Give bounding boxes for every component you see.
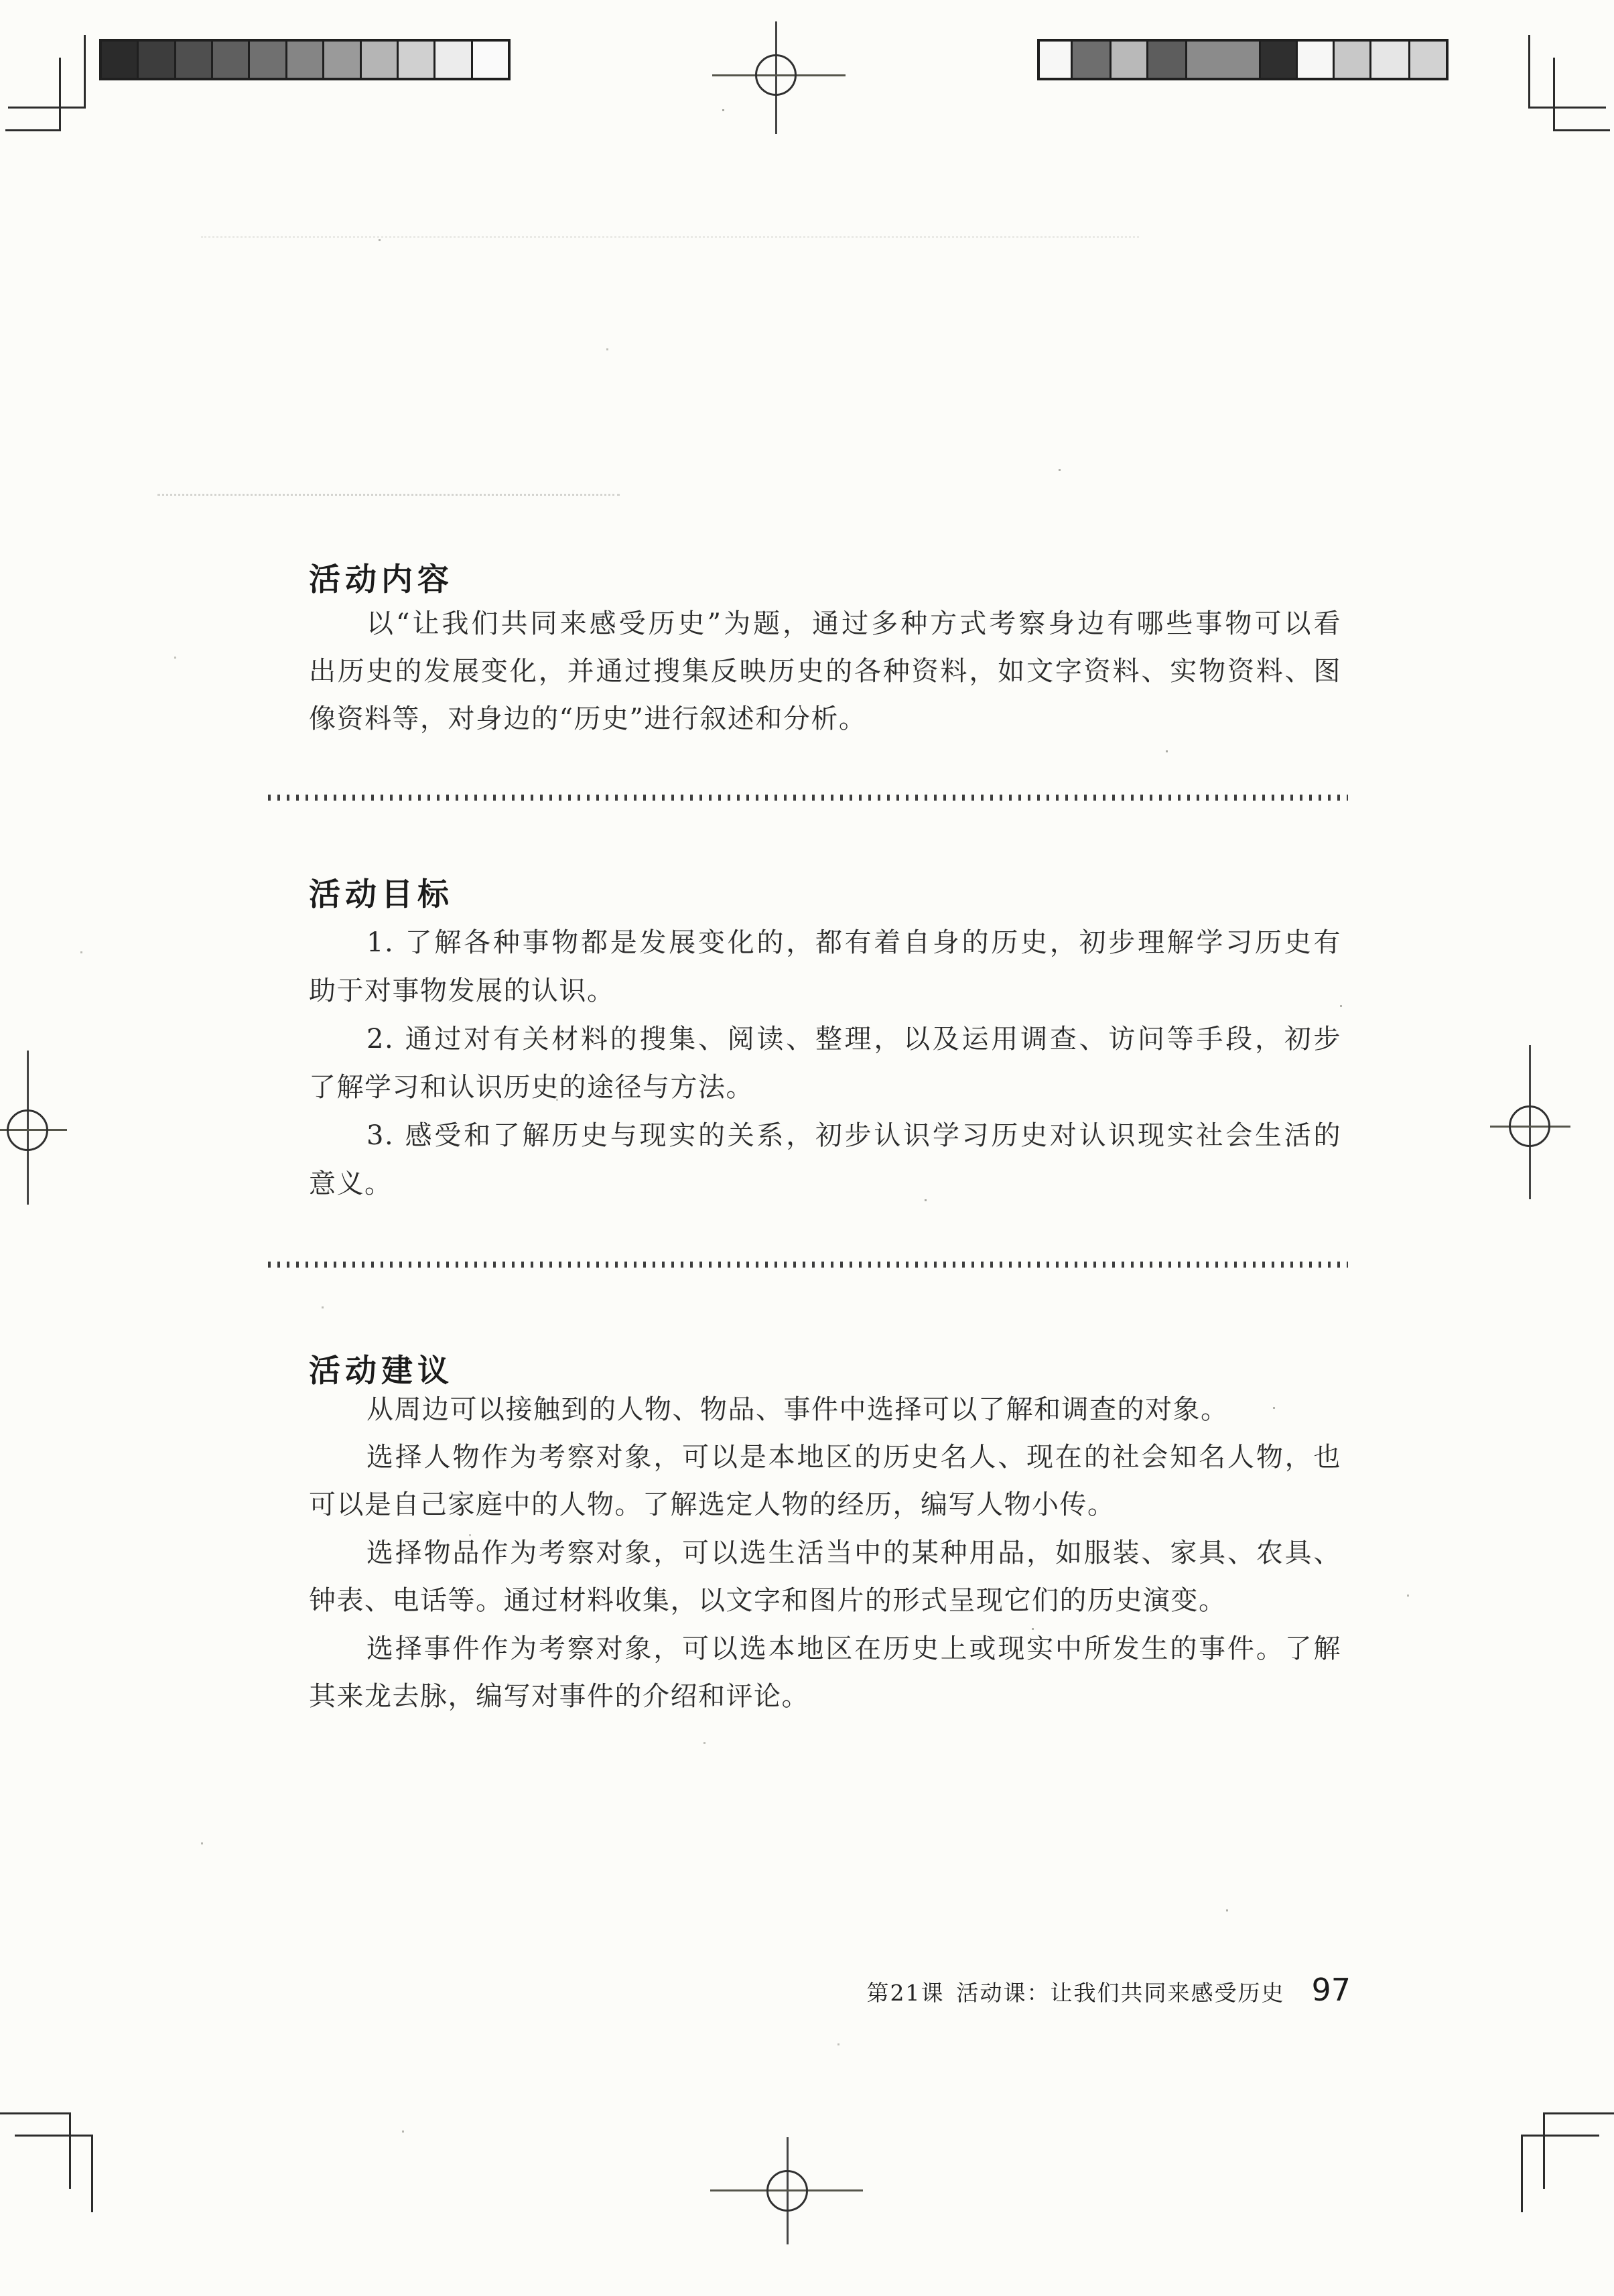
crop-mark-bottom-left-outer-vertical — [69, 2112, 71, 2189]
section-title-activity-suggestions: 活动建议 — [309, 1353, 454, 1390]
calibration-swatch — [139, 42, 176, 78]
dotted-separator — [268, 795, 1348, 801]
crop-mark-bottom-right-inner-vertical — [1521, 2135, 1523, 2212]
tone-calibration-bar — [1037, 39, 1449, 80]
calibration-swatch — [362, 42, 399, 78]
scan-speckles — [0, 0, 2, 2]
crop-mark-top-right-outer-horizontal — [1528, 107, 1606, 109]
crop-mark-bottom-right-outer-vertical — [1543, 2112, 1545, 2189]
calibration-swatch — [1073, 42, 1112, 78]
page-footer — [866, 1972, 1351, 2008]
body-line: 像资料等，对身边的“历史”进行叙述和分析。 — [309, 703, 867, 734]
calibration-swatch — [1040, 42, 1073, 78]
body-line: 其来龙去脉，编写对事件的介绍和评论。 — [309, 1681, 809, 1712]
crop-mark-bottom-right-outer-horizontal — [1543, 2112, 1614, 2114]
body-line: 1. 了解各种事物都是发展变化的，都有着自身的历史，初步理解学习历史有 — [366, 927, 1341, 958]
calibration-swatch — [1261, 42, 1298, 78]
page-number: 97 — [1311, 1972, 1351, 2008]
calibration-swatch — [1148, 42, 1187, 78]
calibration-swatch — [176, 42, 213, 78]
body-line: 以“让我们共同来感受历史”为题，通过多种方式考察身边有哪些事物可以看 — [366, 608, 1341, 639]
crop-mark-top-right-inner-horizontal — [1553, 129, 1610, 131]
scan-smudge — [201, 236, 1139, 238]
body-line: 选择事件作为考察对象，可以选本地区在历史上或现实中所发生的事件。了解 — [366, 1633, 1341, 1664]
registration-crosshair-bottom-circle — [766, 2170, 808, 2212]
crop-mark-bottom-left-outer-horizontal — [0, 2112, 71, 2114]
calibration-swatch — [213, 42, 250, 78]
body-line: 3. 感受和了解历史与现实的关系，初步认识学习历史对认识现实社会生活的 — [366, 1120, 1341, 1151]
crop-mark-top-right-outer-vertical — [1528, 35, 1530, 109]
registration-crosshair-left-circle — [7, 1109, 48, 1151]
calibration-swatch — [1410, 42, 1446, 78]
body-line: 意义。 — [309, 1168, 393, 1199]
calibration-swatch — [287, 42, 324, 78]
calibration-swatch — [435, 42, 472, 78]
body-line: 助于对事物发展的认识。 — [309, 975, 615, 1006]
footer-chapter-label: 第21课 — [866, 1980, 945, 2006]
calibration-swatch — [1335, 42, 1371, 78]
calibration-swatch — [1298, 42, 1335, 78]
registration-crosshair-top-circle — [755, 54, 797, 96]
body-line: 从周边可以接触到的人物、物品、事件中选择可以了解和调查的对象。 — [366, 1394, 1229, 1425]
crop-mark-top-left-inner-vertical — [59, 58, 61, 131]
crop-mark-bottom-right-inner-horizontal — [1521, 2135, 1599, 2137]
calibration-swatch — [102, 42, 139, 78]
crop-mark-top-right-inner-vertical — [1553, 58, 1555, 131]
body-line: 钟表、电话等。通过材料收集，以文字和图片的形式呈现它们的历史演变。 — [309, 1585, 1227, 1616]
crop-mark-top-left-outer-vertical — [84, 35, 86, 109]
body-line: 出历史的发展变化，并通过搜集反映历史的各种资料，如文字资料、实物资料、图 — [309, 656, 1341, 687]
body-line: 选择物品作为考察对象，可以选生活当中的某种用品，如服装、家具、农具、 — [366, 1538, 1341, 1568]
crop-mark-top-left-inner-horizontal — [5, 129, 61, 131]
footer-lesson-title: 活动课：让我们共同来感受历史 — [956, 1980, 1285, 2006]
grayscale-calibration-bar — [99, 39, 511, 80]
calibration-swatch — [250, 42, 287, 78]
calibration-swatch — [1371, 42, 1410, 78]
crop-mark-top-left-outer-horizontal — [8, 107, 86, 109]
body-line: 了解学习和认识历史的途径与方法。 — [309, 1072, 754, 1103]
dotted-separator — [268, 1262, 1348, 1268]
body-line: 选择人物作为考察对象，可以是本地区的历史名人、现在的社会知名人物，也 — [366, 1442, 1341, 1473]
body-line: 2. 通过对有关材料的搜集、阅读、整理，以及运用调查、访问等手段，初步 — [366, 1024, 1341, 1055]
calibration-swatch — [324, 42, 361, 78]
crop-mark-bottom-left-inner-horizontal — [15, 2135, 93, 2137]
crop-mark-bottom-left-inner-vertical — [91, 2135, 93, 2212]
calibration-swatch — [1112, 42, 1148, 78]
calibration-swatch — [399, 42, 435, 78]
calibration-swatch — [1187, 42, 1261, 78]
section-title-activity-goals: 活动目标 — [309, 876, 454, 913]
registration-crosshair-right-circle — [1509, 1105, 1550, 1147]
calibration-swatch — [473, 42, 508, 78]
scan-smudge — [157, 494, 620, 496]
body-line: 可以是自己家庭中的人物。了解选定人物的经历，编写人物小传。 — [309, 1489, 1116, 1520]
section-title-activity-content: 活动内容 — [309, 561, 454, 598]
footer-running-title — [866, 1976, 1284, 2007]
